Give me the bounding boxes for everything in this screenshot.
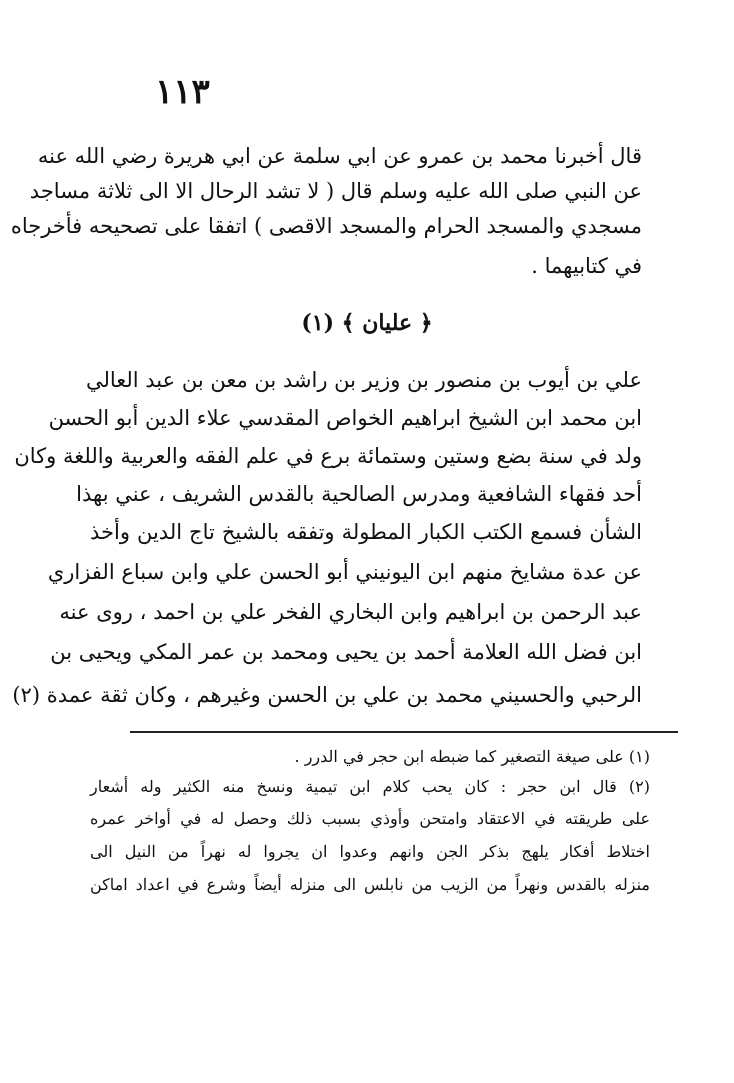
- footnote-line: (١) على صيغة التصغير كما ضبطه ابن حجر في الدرر .: [294, 747, 650, 766]
- intro-line: قال أخبرنا محمد بن عمرو عن ابي سلمة عن ابي هريرة رضي الله عنه: [37, 144, 642, 168]
- body-line: الشأن فسمع الكتب الكبار المطولة وتفقه بالشيخ تاج الدين وأخذ: [90, 520, 642, 544]
- footnote-line: اختلاط أفكار يلهج بذكر الجن وانهم وعدوا ان يجروا له نهراً من النيل الى: [90, 842, 650, 861]
- footnote-line: (٢) قال ابن حجر : كان يحب كلام ابن تيمية ونسخ منه الكثير وله أشعار: [90, 777, 650, 796]
- entry-heading: ﴿ عليان ﴾ (١): [301, 310, 433, 336]
- body-line: ابن فضل الله العلامة أحمد بن يحيى ومحمد بن عمر المكي ويحيى بن: [50, 640, 642, 664]
- intro-line: مسجدي والمسجد الحرام والمسجد الاقصى ) اتفقا على تصحيحه فأخرجاه: [10, 214, 642, 238]
- body-line: أحد فقهاء الشافعية ومدرس الصالحية بالقدس الشريف ، عني بهذا: [76, 482, 642, 506]
- body-line: عن عدة مشايخ منهم ابن اليونيني أبو الحسن علي وابن سباع الفزاري: [47, 560, 642, 584]
- footnote-line: منزله بالقدس ونهراً من الزيب من نابلس الى منزله أيضاً وشرع في اعداد اماكن: [90, 875, 651, 894]
- footnote-divider: [130, 731, 678, 733]
- body-line: الرحبي والحسيني محمد بن علي بن الحسن وغيرهم ، وكان ثقة عمدة (٢): [12, 683, 642, 707]
- body-line: علي بن أيوب بن منصور بن وزير بن راشد بن معن بن عبد العالي: [85, 368, 642, 392]
- body-line: ولد في سنة بضع وستين وستمائة برع في علم الفقه والعربية واللغة وكان: [14, 444, 642, 468]
- footnote-line: على طريقته في الاعتقاد وامتحن وأوذي بسبب ذلك وحصل له في أواخر عمره: [90, 809, 650, 828]
- body-line: عبد الرحمن بن ابراهيم وابن البخاري الفخر علي بن احمد ، روى عنه: [59, 600, 642, 624]
- intro-line: عن النبي صلى الله عليه وسلم قال ( لا تشد الرحال الا الى ثلاثة مساجد: [29, 179, 642, 203]
- page-number: ١١٣: [155, 72, 210, 112]
- intro-line: في كتابيهما .: [531, 254, 642, 278]
- body-line: ابن محمد ابن الشيخ ابراهيم الخواص المقدسي علاء الدين أبو الحسن: [48, 406, 642, 430]
